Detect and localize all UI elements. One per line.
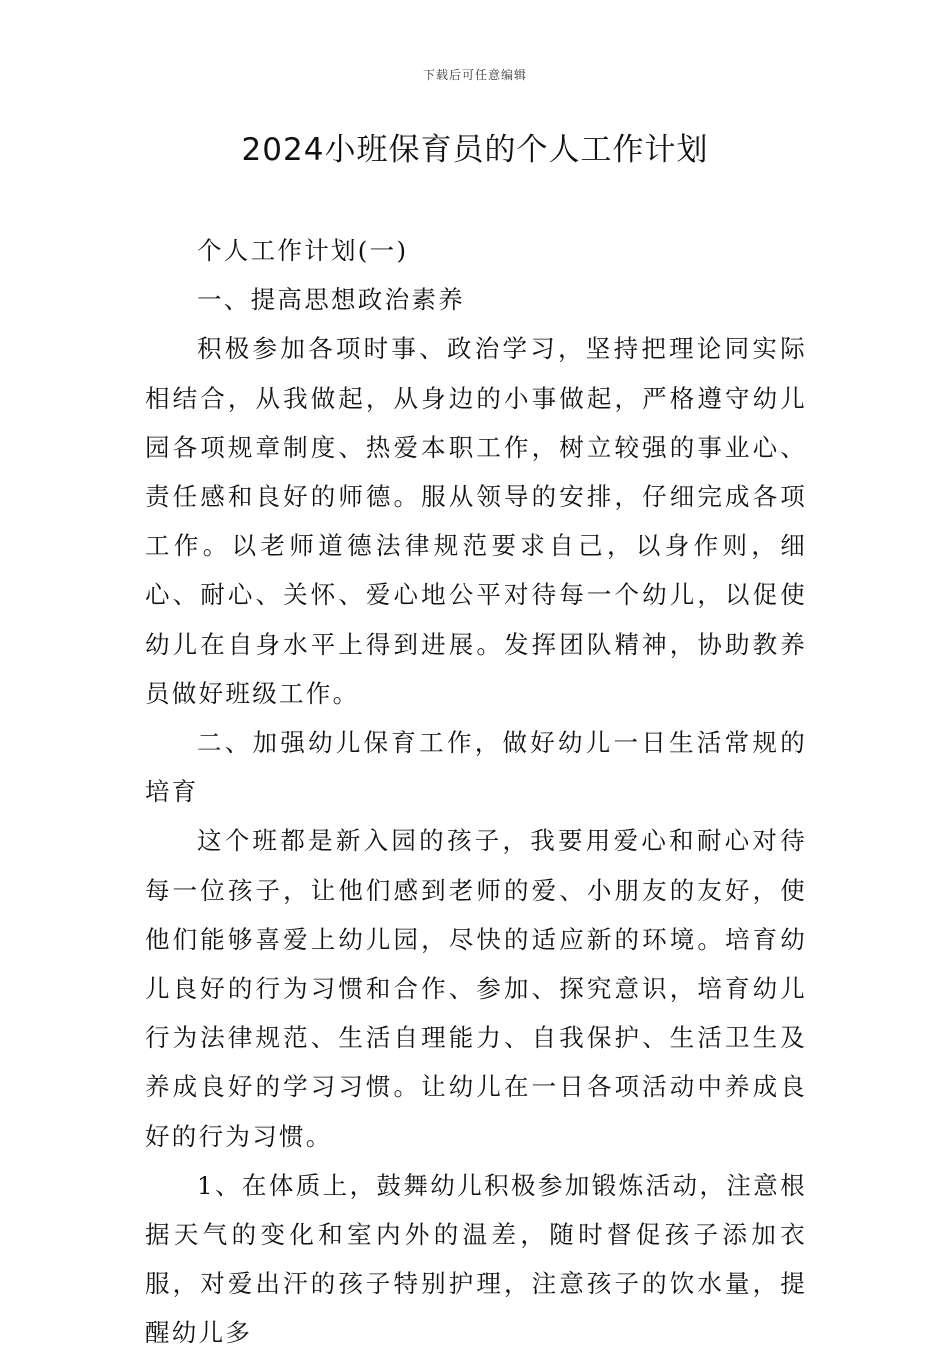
paragraph: 这个班都是新入园的孩子，我要用爱心和耐心对待每一位孩子，让他们感到老师的爱、小朋友的友好，使他们能够喜爱上幼儿园，尽快的适应新的环境。培育幼儿良好的行为习惯和合作、参加、探究意识，培育幼儿行为法律规范、生活自理能力、自我保护、生活卫生及养成良好的学习习惯。让幼儿在一日各项活动中养成良好的行为习惯。 [145,826,807,1151]
section-heading: 个人工作计划(一) [197,236,409,265]
paragraph: 积极参加各项时事、政治学习，坚持把理论同实际相结合，从我做起，从身边的小事做起，严格遵守幼儿园各项规章制度、热爱本职工作，树立较强的事业心、责任感和良好的师德。服从领导的安排，仔细完成各项工作。以老师道德法律规范要求自己，以身作则，细心、耐心、关怀、爱心地公平对待每一个幼儿，以促使幼儿在自身水平上得到进展。发挥团队精神，协助教养员做好班级工作。 [145,334,807,708]
header-note: 下载后可任意编辑 [422,68,527,82]
paragraph: 1、在体质上，鼓舞幼儿积极参加锻炼活动，注意根据天气的变化和室内外的温差，随时督促孩子添加衣服，对爱出汗的孩子特别护理，注意孩子的饮水量，提醒幼儿多 [145,1170,807,1348]
subsection-heading: 一、提高思想政治素养 [197,285,465,315]
subsection-heading: 二、加强幼儿保育工作，做好幼儿一日生活常规的培育 [145,728,807,807]
document-body [145,226,807,1358]
document-title: 2024小班保育员的个人工作计划 [241,132,709,168]
